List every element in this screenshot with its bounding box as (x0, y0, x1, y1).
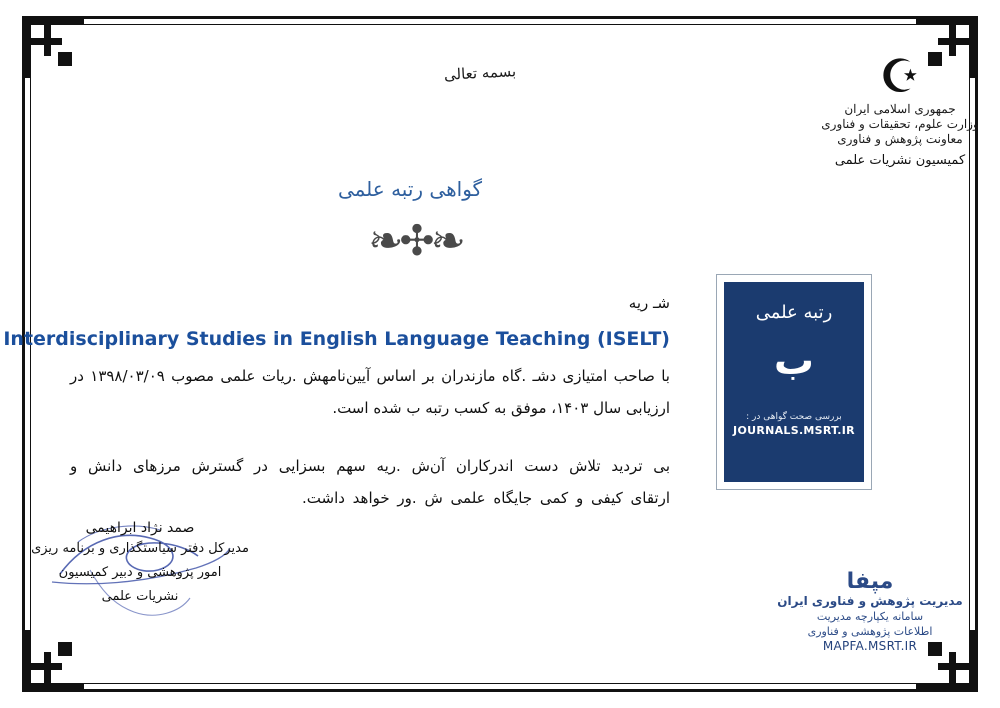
body-paragraph-2: بی تردید تلاش دست اندرکاران آن‌ش .ریه سهم بسزایی در گسترش مرزهای دانش و ارتقای کیفی و کمی جایگاه علمی ش .ور خواهد داشت. (70, 457, 670, 507)
body-intro-line: شـ ریه (628, 294, 670, 312)
flourish-ornament-icon: ❧✣❧ (368, 216, 462, 265)
mapfa-url[interactable]: MAPFA.MSRT.IR (822, 639, 918, 653)
rank-badge (724, 282, 864, 482)
emblem-commission-label: کمیسیون نشریات علمی (834, 153, 966, 168)
emblem-line-country: جمهوری اسلامی ایران (844, 102, 956, 116)
mapfa-logo-block (770, 570, 970, 653)
journal-title: Interdisciplinary Studies in English Language Teaching (ISELT) (3, 328, 670, 350)
footer-line-3: اطلاعات پژوهشی و فناوری (807, 625, 933, 638)
rank-letter: ب (773, 338, 815, 384)
corner-ornament-top-left (22, 16, 84, 78)
emblem-line-deputy: معاونت پژوهش و فناوری (837, 132, 963, 146)
signatory-title-line-1: مدیرکل دفتر سیاستگذاری و برنامه ریزی (31, 541, 249, 556)
footer-line-1: مدیریت پژوهش و فناوری ایران (777, 594, 963, 608)
footer-line-2: سامانه یکپارچه مدیریت (816, 610, 924, 623)
page-title: گواهی رتبه علمی (337, 177, 483, 201)
iran-emblem-icon: ☪ (879, 49, 921, 103)
signature-block (20, 520, 260, 608)
bismillah-text: بسمه تعالی (443, 62, 517, 84)
mapfa-logo-icon: مپفا (846, 569, 894, 594)
signatory-name: صمد نژاد ابراهیمی (85, 520, 195, 536)
rank-label: رتبه علمی (755, 302, 833, 323)
certificate-body (3, 288, 670, 514)
body-paragraph-1: با صاحب امتیازی دشـ .گاه مازندران بر اساس آیین‌نامهش .ریات علمی مصوب ۱۳۹۸/۰۳/۰۹ در ارزیابی سال ۱۴۰۳، موفق به کسب رتبه ب شده است. (70, 367, 670, 417)
emblem-line-ministry: وزارت علوم، تحقیقات و فناوری (821, 117, 979, 131)
national-emblem-block (820, 50, 980, 168)
signatory-title-line-2: امور پژوهشی و دبیر کمیسیون (58, 565, 222, 580)
corner-ornament-bottom-left (22, 630, 84, 692)
signatory-title-line-3: نشریات علمی (101, 589, 179, 604)
rank-verify-text: بررسی صحت گواهی در : (746, 412, 842, 422)
rank-verify-url[interactable]: JOURNALS.MSRT.IR (733, 424, 855, 437)
